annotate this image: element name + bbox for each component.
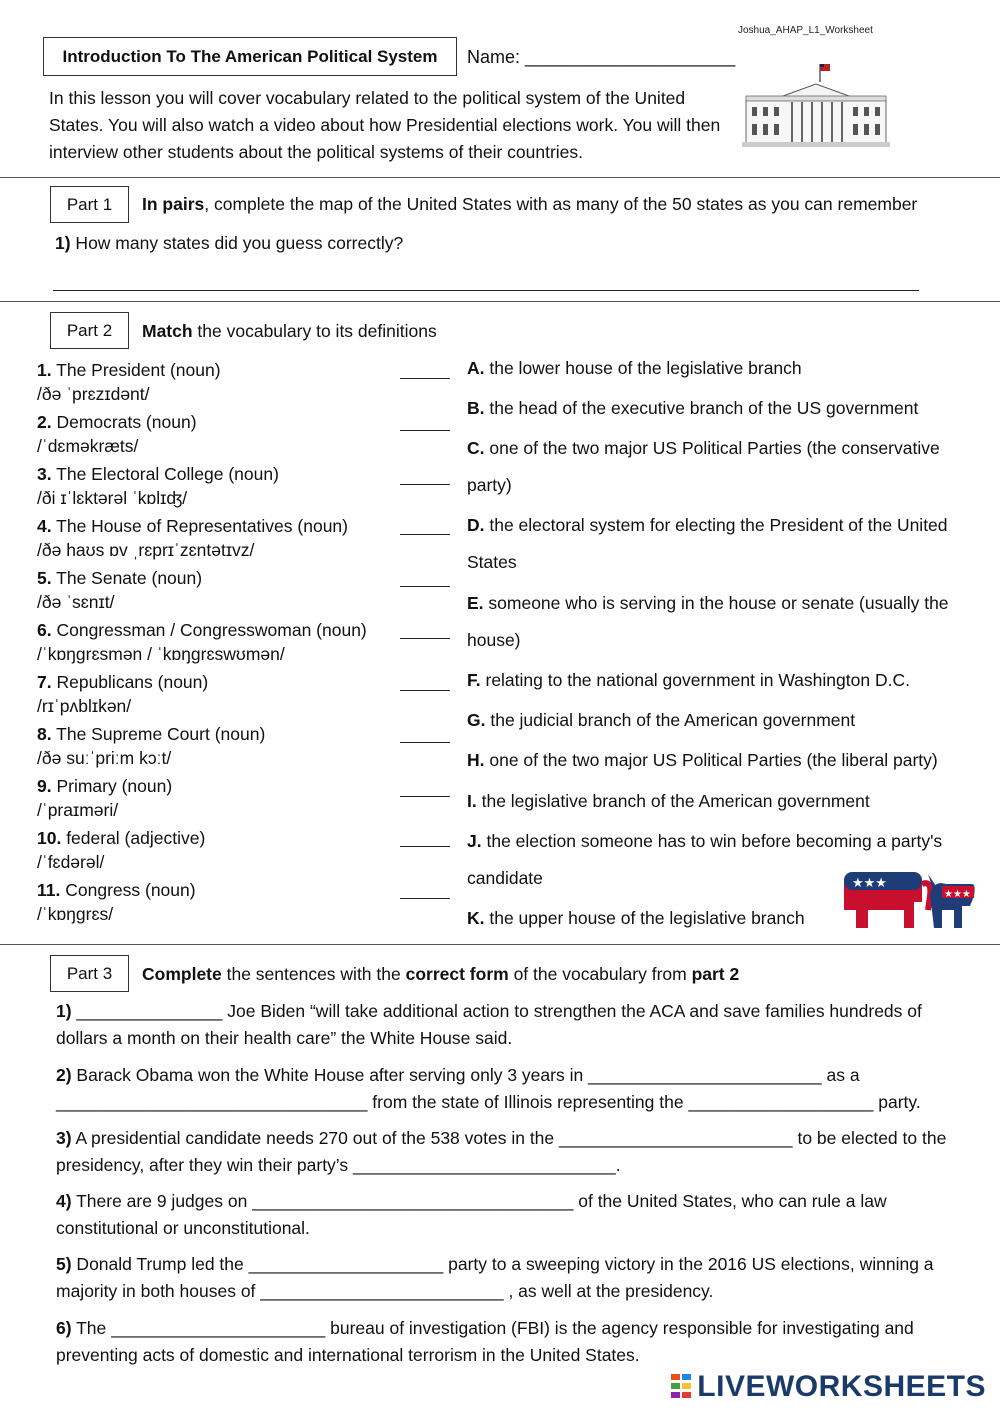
vocab-term-text: Congress (noun) [60, 880, 196, 900]
vocab-item [37, 774, 172, 822]
match-answer-blank[interactable] [400, 796, 450, 797]
name-field-label: Name: _____________________ [467, 47, 736, 67]
sentence-text: _______________ Joe Biden “will take additional action to strengthen the ACA and save families hundreds of dollars a month on their health care” the White House said. [56, 1001, 922, 1048]
fill-in-sentence[interactable] [56, 998, 976, 1052]
vocab-term-text: The Electoral College (noun) [51, 464, 279, 484]
sentence-num: 1) [56, 1001, 72, 1021]
part-3-instructions [142, 964, 739, 985]
fill-in-sentence[interactable] [56, 1251, 976, 1305]
definition-letter: B. [467, 398, 485, 418]
sentence-num: 5) [56, 1254, 72, 1274]
sentence-text: There are 9 judges on _________________________________ of the United States, who can rule a law constitutional or unconstitutional. [56, 1191, 887, 1238]
vocab-term-text: The Senate (noun) [51, 568, 203, 588]
white-house-image [742, 60, 890, 148]
part-1-answer-line[interactable] [53, 290, 919, 291]
vocab-num: 1. [37, 360, 52, 380]
vocab-term-text: federal (adjective) [61, 828, 206, 848]
part-1-instr-rest: , complete the map of the United States with as many of the 50 states as you can remember [204, 194, 918, 214]
vocab-ipa: /ðə ˈprɛzɪdənt/ [37, 384, 150, 404]
svg-text:★★★: ★★★ [944, 889, 971, 900]
vocab-num: 5. [37, 568, 52, 588]
definition-text: the head of the executive branch of the US government [484, 398, 919, 418]
vocab-term [37, 462, 279, 486]
vocab-item [37, 878, 196, 926]
part-1-question-text: How many states did you guess correctly? [70, 233, 404, 253]
match-answer-blank[interactable] [400, 742, 450, 743]
fill-in-sentence[interactable] [56, 1062, 976, 1116]
match-answer-blank[interactable] [400, 638, 450, 639]
vocab-ipa: /ˈfɛdərəl/ [37, 852, 105, 872]
sentence-num: 4) [56, 1191, 72, 1211]
vocab-term [37, 670, 208, 694]
match-answer-blank[interactable] [400, 378, 450, 379]
definition-text: the lower house of the legislative branch [484, 358, 802, 378]
divider-3 [0, 944, 1000, 945]
definition-letter: H. [467, 750, 485, 770]
vocab-term [37, 566, 202, 590]
sentence-text: The ______________________ bureau of investigation (FBI) is the agency responsible for investigating and preventing acts of domestic and international terrorism in the United States. [56, 1318, 914, 1365]
definition-letter: I. [467, 791, 477, 811]
part-1-instr-bold: In pairs [142, 194, 205, 214]
sentence-text: A presidential candidate needs 270 out of the 538 votes in the ________________________ to be elected to the presidency, after they win their party’s ___________________________. [56, 1128, 947, 1175]
vocab-item [37, 722, 265, 770]
vocab-item [37, 410, 197, 458]
liveworksheets-logo-icon [671, 1372, 693, 1402]
match-answer-blank[interactable] [400, 898, 450, 899]
fill-in-sentence[interactable] [56, 1188, 976, 1242]
worksheet-title: Introduction To The American Political System [43, 37, 457, 76]
svg-text:★★★: ★★★ [852, 876, 887, 891]
fill-in-sentence[interactable] [56, 1125, 976, 1179]
definition-text: one of the two major US Political Parties (the conservative party) [467, 438, 940, 495]
vocab-num: 11. [37, 880, 61, 900]
part-3-label: Part 3 [50, 955, 129, 992]
party-mascots-image [838, 866, 978, 936]
fill-in-sentence[interactable] [56, 1315, 976, 1369]
part-3-instr-t1: the sentences with the [221, 964, 406, 984]
vocab-term [37, 826, 205, 850]
vocab-term [37, 410, 197, 434]
definition-letter: A. [467, 358, 485, 378]
vocab-num: 6. [37, 620, 52, 640]
definition-text: one of the two major US Political Parties (the liberal party) [484, 750, 938, 770]
vocab-item [37, 514, 348, 562]
sentence-text: Donald Trump led the ____________________ party to a sweeping victory in the 2016 US elections, winning a majority in both houses of _________________________ , as well at the presidency. [56, 1254, 934, 1301]
vocab-ipa: /ðə haʊs ɒv ˌrɛprɪˈzɛntətɪvz/ [37, 540, 255, 560]
vocab-term-text: The President (noun) [51, 360, 221, 380]
match-answer-blank[interactable] [400, 846, 450, 847]
part-2-instr-rest: the vocabulary to its definitions [192, 321, 437, 341]
definition-item [467, 430, 977, 504]
vocab-ipa: /ˈpraɪməri/ [37, 800, 119, 820]
definition-text: the judicial branch of the American government [485, 710, 856, 730]
vocab-num: 7. [37, 672, 52, 692]
vocab-term [37, 514, 348, 538]
vocab-ipa: /ði ɪˈlɛktərəl ˈkɒlɪʤ/ [37, 488, 188, 508]
liveworksheets-logo [671, 1370, 986, 1404]
vocab-ipa: /ðə ˈsɛnɪt/ [37, 592, 115, 612]
definition-letter: J. [467, 831, 482, 851]
vocab-ipa: /rɪˈpʌblɪkən/ [37, 696, 132, 716]
part-2-label: Part 2 [50, 312, 129, 349]
sentence-text: Barack Obama won the White House after serving only 3 years in ________________________ as a ________________________________ from the state of Illinois representing the ___________________ party. [56, 1065, 921, 1112]
vocab-item [37, 618, 367, 666]
intro-paragraph: In this lesson you will cover vocabulary related to the political system of the United States. You will also watch a video about how Presidential elections work. You will then interview other students about the political systems of their countries. [49, 88, 721, 162]
vocab-item [37, 462, 279, 510]
vocab-ipa: /ˈkɒŋgrɛs/ [37, 904, 114, 924]
vocab-term-text: The House of Representatives (noun) [51, 516, 348, 536]
vocab-item [37, 358, 221, 406]
part-3-instr-b2: correct form [405, 964, 509, 984]
sentence-num: 3) [56, 1128, 72, 1148]
divider-1 [0, 177, 1000, 178]
vocab-term-text: Congressman / Congresswoman (noun) [51, 620, 367, 640]
match-answer-blank[interactable] [400, 430, 450, 431]
part-1-label: Part 1 [50, 186, 129, 223]
vocab-term-text: Primary (noun) [51, 776, 173, 796]
vocab-num: 9. [37, 776, 52, 796]
part-3-instr-t2: of the vocabulary from [508, 964, 692, 984]
definition-text: the election someone has to win before becoming a party's candidate [467, 831, 943, 888]
filename-label: Joshua_AHAP_L1_Worksheet [738, 25, 873, 36]
definition-item [467, 507, 977, 581]
sentence-num: 2) [56, 1065, 72, 1085]
match-answer-blank[interactable] [400, 690, 450, 691]
definition-text: the upper house of the legislative branch [484, 908, 805, 928]
definition-text: someone who is serving in the house or senate (usually the house) [467, 593, 949, 650]
definition-letter: K. [467, 908, 485, 928]
vocab-term-text: Democrats (noun) [51, 412, 197, 432]
vocab-num: 3. [37, 464, 52, 484]
vocab-term-text: Republicans (noun) [51, 672, 209, 692]
part-2-instructions [142, 321, 437, 342]
part-3-instr-b1: Complete [142, 964, 222, 984]
definition-letter: E. [467, 593, 484, 613]
match-answer-blank[interactable] [400, 586, 450, 587]
definition-item [467, 783, 977, 820]
vocab-num: 10. [37, 828, 62, 848]
vocab-num: 4. [37, 516, 52, 536]
definition-item [467, 350, 977, 387]
definition-text: the electoral system for electing the President of the United States [467, 515, 948, 572]
definition-letter: G. [467, 710, 486, 730]
divider-2 [0, 301, 1000, 302]
definition-item [467, 702, 977, 739]
vocab-term [37, 774, 172, 798]
part-2-instr-bold: Match [142, 321, 193, 341]
match-answer-blank[interactable] [400, 534, 450, 535]
definition-letter: D. [467, 515, 485, 535]
definition-letter: C. [467, 438, 485, 458]
definition-letter: F. [467, 670, 481, 690]
definition-item [467, 585, 977, 659]
vocab-num: 2. [37, 412, 52, 432]
vocab-ipa: /ˈdɛməkræts/ [37, 436, 139, 456]
vocab-term-text: The Supreme Court (noun) [51, 724, 266, 744]
definition-text: relating to the national government in Washington D.C. [480, 670, 910, 690]
vocab-term [37, 722, 265, 746]
vocab-term [37, 358, 221, 382]
vocab-item [37, 670, 208, 718]
part-1-question [55, 233, 403, 254]
vocab-item [37, 826, 205, 874]
match-answer-blank[interactable] [400, 484, 450, 485]
definition-item [467, 390, 977, 427]
definition-text: the legislative branch of the American government [476, 791, 870, 811]
vocab-ipa: /ðə suːˈpriːm kɔːt/ [37, 748, 172, 768]
definition-item [467, 742, 977, 779]
part-1-question-num: 1) [55, 233, 71, 253]
sentence-num: 6) [56, 1318, 72, 1338]
vocab-term [37, 878, 196, 902]
vocab-num: 8. [37, 724, 52, 744]
definition-item [467, 662, 977, 699]
liveworksheets-logo-text: LIVEWORKSHEETS [697, 1370, 986, 1403]
part-1-instructions [142, 194, 917, 215]
definition-item [467, 900, 827, 937]
vocab-item [37, 566, 202, 614]
part-3-instr-b3: part 2 [691, 964, 740, 984]
vocab-ipa: /ˈkɒŋgrɛsmən / ˈkɒŋgrɛswʊmən/ [37, 644, 285, 664]
vocab-term [37, 618, 367, 642]
